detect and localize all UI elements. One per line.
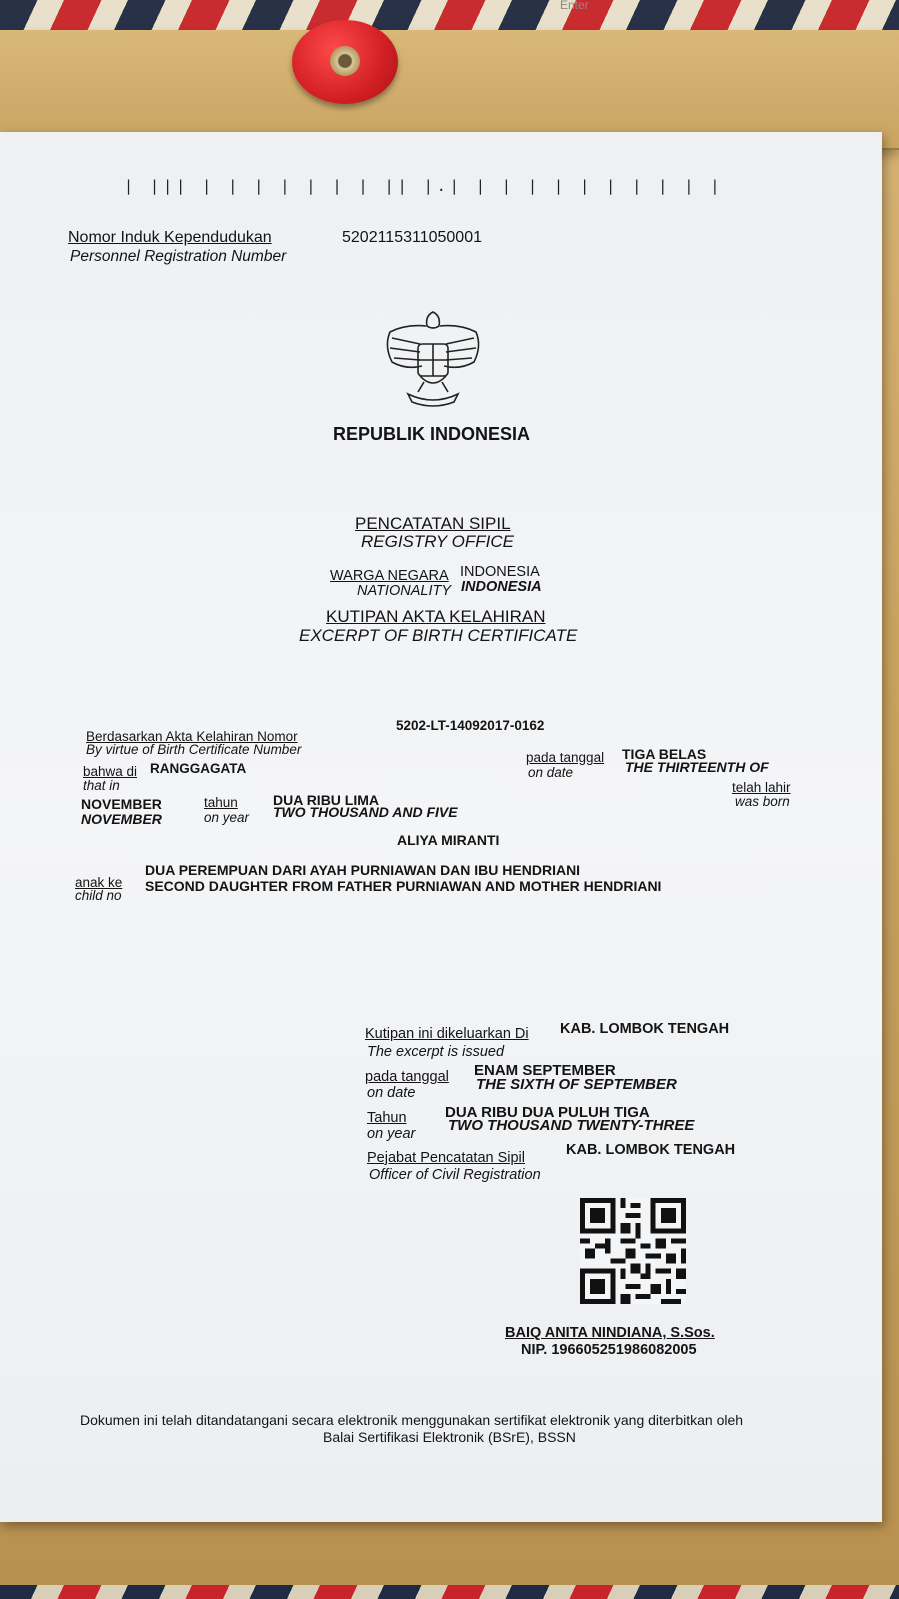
country-title: REPUBLIK INDONESIA: [333, 424, 531, 444]
child-order-label-en: child no: [75, 888, 122, 903]
nik-label: Nomor Induk Kependudukan: [68, 229, 272, 246]
issue-year-label-en: on year: [367, 1126, 416, 1142]
place-label: bahwa di: [83, 764, 138, 779]
nationality-value: INDONESIA: [460, 564, 540, 580]
qr-code-icon: [580, 1198, 686, 1304]
certificate-number-label-en: By virtue of Birth Certificate Number: [86, 742, 302, 757]
barcode: | ||| | | | | | | | || |.| | | | | | | | | | |: [124, 177, 724, 195]
certificate-number-label: Berdasarkan Akta Kelahiran Nomor: [86, 729, 298, 744]
birth-date-label: pada tanggal: [526, 750, 605, 765]
birth-year-label-en: on year: [204, 810, 250, 825]
nik-label-en: Personnel Registration Number: [70, 248, 287, 265]
document-title: KUTIPAN AKTA KELAHIRAN: [326, 607, 546, 626]
office-label: PENCATATAN SIPIL: [355, 514, 511, 533]
birth-year-label: tahun: [204, 795, 238, 810]
issue-year: DUA RIBU DUA PULUH TIGA: [445, 1104, 650, 1121]
birth-date-label-en: on date: [528, 765, 574, 780]
document-title-en: EXCERPT OF BIRTH CERTIFICATE: [299, 626, 578, 645]
keyboard-key-label: Enter: [560, 0, 589, 12]
nationality-label-en: NATIONALITY: [357, 583, 451, 599]
issue-date-label: pada tanggal: [365, 1069, 449, 1085]
place-label-en: that in: [83, 778, 120, 793]
birth-day: TIGA BELAS: [622, 746, 707, 762]
issue-date: ENAM SEPTEMBER: [474, 1062, 616, 1079]
birth-certificate-page: [0, 132, 882, 1522]
nationality-value-en: INDONESIA: [461, 579, 542, 595]
footer-line-1: Dokumen ini telah ditandatangani secara elektronik menggunakan sertifikat elektronik yang diterbitkan oleh: [80, 1412, 744, 1428]
birth-day-en: THE THIRTEENTH OF: [625, 759, 769, 775]
footer-line-2: Balai Sertifikasi Elektronik (BSrE), BSSN: [323, 1429, 576, 1445]
born-label-en: was born: [735, 794, 790, 809]
nationality-label: WARGA NEGARA: [330, 568, 449, 584]
child-name: ALIYA MIRANTI: [397, 832, 500, 848]
issued-place: KAB. LOMBOK TENGAH: [560, 1021, 730, 1037]
issued-label: Kutipan ini dikeluarkan Di: [365, 1026, 529, 1042]
issued-label-en: The excerpt is issued: [367, 1044, 505, 1060]
child-description: DUA PEREMPUAN DARI AYAH PURNIAWAN DAN IBU HENDRIANI: [145, 862, 581, 878]
issue-date-en: THE SIXTH OF SEPTEMBER: [476, 1076, 677, 1093]
office-label-en: REGISTRY OFFICE: [361, 532, 515, 551]
grommet-icon: [330, 46, 360, 76]
officer-place: KAB. LOMBOK TENGAH: [566, 1142, 736, 1158]
airmail-stripe-bottom: [0, 1585, 899, 1599]
signatory-nip: NIP. 196605251986082005: [521, 1342, 697, 1358]
officer-label: Pejabat Pencatatan Sipil: [367, 1150, 525, 1166]
issue-date-label-en: on date: [367, 1085, 416, 1101]
signatory-name: BAIQ ANITA NINDIANA, S.Sos.: [505, 1325, 715, 1341]
birth-month-en: NOVEMBER: [81, 811, 162, 827]
garuda-emblem-icon: [378, 304, 488, 414]
issue-year-label: Tahun: [367, 1110, 407, 1126]
child-order-label: anak ke: [75, 875, 123, 890]
issue-year-en: TWO THOUSAND TWENTY-THREE: [448, 1117, 695, 1134]
officer-label-en: Officer of Civil Registration: [369, 1167, 541, 1183]
nik-value: 5202115311050001: [342, 229, 482, 246]
child-description-en: SECOND DAUGHTER FROM FATHER PURNIAWAN AND MOTHER HENDRIANI: [145, 878, 662, 894]
born-label: telah lahir: [732, 780, 791, 795]
birth-month: NOVEMBER: [81, 796, 162, 812]
place-value: RANGGAGATA: [150, 761, 247, 776]
birth-year: DUA RIBU LIMA: [273, 792, 380, 808]
certificate-number: 5202-LT-14092017-0162: [396, 718, 545, 733]
birth-year-en: TWO THOUSAND AND FIVE: [273, 804, 458, 820]
red-button-fastener: [292, 20, 398, 104]
